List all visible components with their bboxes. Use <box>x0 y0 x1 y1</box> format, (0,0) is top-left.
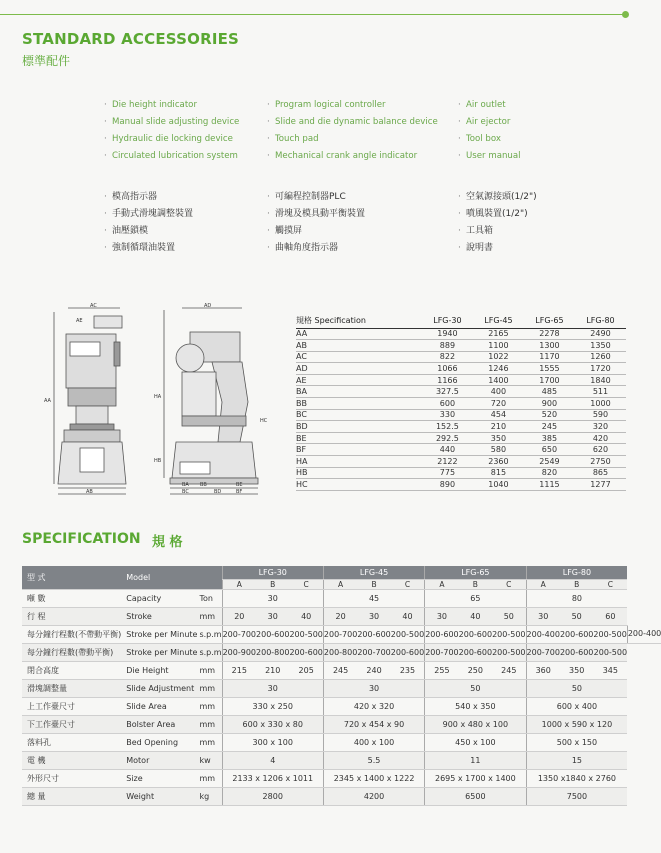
spec-label-zh: 每分鐘行程數(帶動平衡) <box>22 643 121 661</box>
table-row <box>22 679 661 697</box>
dim-label-ac: AC <box>90 303 97 309</box>
spec-label-en: Die Height <box>121 661 197 679</box>
variant-header: A <box>323 579 357 589</box>
list-item: · 滑塊及模具動平衡裝置 <box>267 209 366 219</box>
table-row <box>296 432 626 444</box>
top-rule <box>0 14 625 15</box>
spec-label-en: Stroke per Minute <box>121 643 197 661</box>
dim-label-bd: BD <box>214 489 222 495</box>
table-cell: 590 <box>575 409 626 421</box>
accessories-title: STANDARD ACCESSORIES <box>22 30 240 48</box>
table-cell: 1350 x1840 x 2760 <box>526 769 627 787</box>
column-header: LFG-80 <box>575 314 626 328</box>
spec-label-en: Slide Adjustment <box>121 679 197 697</box>
row-label: HC <box>296 479 422 491</box>
table-cell: 440 <box>422 444 473 456</box>
table-row <box>296 444 626 456</box>
table-row <box>296 363 626 375</box>
spec-label-en: Slide Area <box>121 697 197 715</box>
variant-header: A <box>425 579 459 589</box>
spec-label-zh: 上工作臺尺寸 <box>22 697 121 715</box>
table-cell: 4 <box>222 751 323 769</box>
variant-header: A <box>222 579 256 589</box>
row-label: HB <box>296 467 422 479</box>
dim-label-aa: AA <box>44 398 51 404</box>
table-cell: 200-600 <box>256 625 289 643</box>
table-cell: 900 <box>524 398 575 410</box>
table-row <box>22 733 661 751</box>
dim-label-ha: HA <box>154 394 162 400</box>
spec-label-en: Motor <box>121 751 197 769</box>
accessories-col1-en <box>104 97 239 165</box>
table-cell: 250 <box>459 661 492 679</box>
row-label: AE <box>296 374 422 386</box>
table-cell: 200-600 <box>391 643 425 661</box>
specification-title-zh: 規 格 <box>152 535 183 550</box>
table-cell: 2800 <box>222 787 323 805</box>
table-cell: 200-600 <box>560 625 593 643</box>
variant-header: B <box>560 579 593 589</box>
table-cell: 152.5 <box>422 421 473 433</box>
table-cell: 200-600 <box>459 643 492 661</box>
dim-label-ab: AB <box>86 489 93 495</box>
dim-label-bf: BF <box>236 489 243 495</box>
table-cell: 720 x 454 x 90 <box>323 715 424 733</box>
table-cell: 2360 <box>473 456 524 468</box>
list-item: · Program logical controller <box>267 100 386 110</box>
table-cell: 20 <box>323 607 357 625</box>
table-row <box>296 479 626 491</box>
table-cell: 2278 <box>524 328 575 340</box>
table-row <box>22 607 661 625</box>
dim-label-bc: BC <box>182 489 189 495</box>
dim-label-be: BE <box>236 482 243 488</box>
table-cell: 80 <box>526 589 627 607</box>
table-cell: 1170 <box>524 351 575 363</box>
table-cell: 30 <box>323 679 424 697</box>
table-cell: 1700 <box>524 374 575 386</box>
variant-header: B <box>256 579 289 589</box>
table-row <box>22 643 661 661</box>
table-cell: 540 x 350 <box>425 697 526 715</box>
table-cell: 820 <box>524 467 575 479</box>
spec-label-zh: 滑塊調整量 <box>22 679 121 697</box>
table-cell: 1022 <box>473 351 524 363</box>
variant-header: C <box>289 579 323 589</box>
table-cell: 650 <box>524 444 575 456</box>
table-cell: 400 <box>473 386 524 398</box>
spec-unit: mm <box>197 715 222 733</box>
table-cell: 200-400 <box>526 625 560 643</box>
spec-unit: mm <box>197 697 222 715</box>
row-label: HA <box>296 456 422 468</box>
list-item: · Manual slide adjusting device <box>104 117 240 127</box>
spec-unit: s.p.m <box>197 625 222 643</box>
spec-unit: mm <box>197 733 222 751</box>
table-cell: 2122 <box>422 456 473 468</box>
table-cell: 1300 <box>524 340 575 352</box>
variant-header: B <box>459 579 492 589</box>
dim-label-ae: AE <box>76 318 83 324</box>
spec-label-zh: 電 機 <box>22 751 121 769</box>
table-cell: 1555 <box>524 363 575 375</box>
table-cell: 450 x 100 <box>425 733 526 751</box>
table-cell: 5.5 <box>323 751 424 769</box>
table-row <box>22 751 661 769</box>
table-cell: 385 <box>524 432 575 444</box>
table-cell: 1115 <box>524 479 575 491</box>
table-cell: 15 <box>526 751 627 769</box>
variant-header: A <box>526 579 560 589</box>
spec-header-row <box>22 566 661 579</box>
table-cell: 580 <box>473 444 524 456</box>
table-cell: 30 <box>425 607 459 625</box>
spec-label-zh: 落料孔 <box>22 733 121 751</box>
accessories-col3-en <box>458 97 521 165</box>
list-item: · 工具箱 <box>458 226 494 236</box>
model-header: LFG-80 <box>526 566 627 579</box>
model-header-en: Model <box>121 566 222 589</box>
table-cell: 200-500 <box>492 625 526 643</box>
table-row <box>22 715 661 733</box>
table-cell: 200-500 <box>391 625 425 643</box>
table-cell: 200-700 <box>222 625 256 643</box>
spec-label-en: Stroke per Minute <box>121 625 197 643</box>
table-cell: 420 x 320 <box>323 697 424 715</box>
table-cell: 1000 <box>575 398 626 410</box>
row-label: BF <box>296 444 422 456</box>
table-cell: 2133 x 1206 x 1011 <box>222 769 323 787</box>
table-cell: 200-500 <box>593 625 627 643</box>
table-cell: 245 <box>492 661 526 679</box>
accessories-title-zh: 標準配件 <box>22 54 71 68</box>
table-row <box>296 386 626 398</box>
table-cell: 50 <box>492 607 526 625</box>
table-cell: 500 x 150 <box>526 733 627 751</box>
table-row <box>22 787 661 805</box>
table-cell: 200-700 <box>526 643 560 661</box>
specification-title: SPECIFICATION <box>22 531 141 547</box>
table-cell: 200-500 <box>289 625 323 643</box>
list-item: · 說明書 <box>458 243 494 253</box>
row-label: AC <box>296 351 422 363</box>
table-cell: 200-800 <box>256 643 289 661</box>
spec-label-en: Bolster Area <box>121 715 197 733</box>
table-cell: 6500 <box>425 787 526 805</box>
spec-label-en: Stroke <box>121 607 197 625</box>
model-header: LFG-65 <box>425 566 526 579</box>
table-row <box>22 769 661 787</box>
table-cell: 245 <box>524 421 575 433</box>
table-cell: 889 <box>422 340 473 352</box>
table-cell: 200-600 <box>425 625 459 643</box>
table-row <box>296 409 626 421</box>
table-cell: 775 <box>422 467 473 479</box>
model-header: LFG-30 <box>222 566 323 579</box>
row-label: AB <box>296 340 422 352</box>
table-cell: 200-600 <box>357 625 390 643</box>
variant-header: C <box>593 579 627 589</box>
list-item: · Hydraulic die locking device <box>104 134 233 144</box>
table-cell: 1940 <box>422 328 473 340</box>
spec-label-zh: 下工作臺尺寸 <box>22 715 121 733</box>
accessories-col1-zh <box>104 189 193 257</box>
list-item: · 油壓鎖模 <box>104 226 149 236</box>
table-cell: 65 <box>425 589 526 607</box>
column-header: LFG-45 <box>473 314 524 328</box>
table-cell: 1720 <box>575 363 626 375</box>
table-cell: 40 <box>459 607 492 625</box>
list-item: · Circulated lubrication system <box>104 151 238 161</box>
specification-table <box>22 566 661 806</box>
table-cell: 30 <box>222 589 323 607</box>
table-row <box>296 398 626 410</box>
table-cell: 345 <box>593 661 627 679</box>
table-row <box>22 661 661 679</box>
model-header-zh: 型 式 <box>22 566 121 589</box>
spec-label-zh: 行 程 <box>22 607 121 625</box>
press-side-view-drawing <box>152 302 270 500</box>
table-cell: 2165 <box>473 328 524 340</box>
table-cell: 600 x 400 <box>526 697 627 715</box>
table-cell: 2695 x 1700 x 1400 <box>425 769 526 787</box>
list-item: · 觸摸屏 <box>267 226 303 236</box>
table-cell: 600 <box>422 398 473 410</box>
spec-unit: kg <box>197 787 222 805</box>
column-header: LFG-30 <box>422 314 473 328</box>
table-cell: 865 <box>575 467 626 479</box>
accessories-col2-zh <box>267 189 365 257</box>
table-cell: 890 <box>422 479 473 491</box>
table-cell: 360 <box>526 661 560 679</box>
dim-label-bb: BB <box>200 482 207 488</box>
model-header: LFG-45 <box>323 566 424 579</box>
list-item: · Mechanical crank angle indicator <box>267 151 418 161</box>
table-row <box>296 421 626 433</box>
row-label: AA <box>296 328 422 340</box>
table-cell: 511 <box>575 386 626 398</box>
table-cell: 822 <box>422 351 473 363</box>
accessories-col2-en <box>267 97 438 165</box>
row-label: BC <box>296 409 422 421</box>
dim-label-ba: BA <box>182 482 189 488</box>
spec-unit: mm <box>197 769 222 787</box>
table-cell: 200-400 <box>627 625 661 643</box>
table-cell: 300 x 100 <box>222 733 323 751</box>
table-cell: 200-900 <box>222 643 256 661</box>
list-item: · Slide and die dynamic balance device <box>267 117 438 127</box>
table-cell: 60 <box>593 607 627 625</box>
table-cell: 30 <box>357 607 390 625</box>
table-cell: 245 <box>323 661 357 679</box>
table-cell: 50 <box>526 679 627 697</box>
list-item: · 可編程控制器PLC <box>267 192 346 202</box>
list-item: · 空氣源接頭(1/2") <box>458 192 537 202</box>
table-cell: 1000 x 590 x 120 <box>526 715 627 733</box>
table-cell: 485 <box>524 386 575 398</box>
table-cell: 327.5 <box>422 386 473 398</box>
spec-label-en: Bed Opening <box>121 733 197 751</box>
list-item: · Air outlet <box>458 100 506 110</box>
table-cell: 454 <box>473 409 524 421</box>
table-cell: 620 <box>575 444 626 456</box>
table-cell: 1350 <box>575 340 626 352</box>
table-cell: 200-500 <box>492 643 526 661</box>
table-cell: 200-500 <box>593 643 627 661</box>
table-cell: 1100 <box>473 340 524 352</box>
table-cell: 40 <box>391 607 425 625</box>
list-item: · 噴風裝置(1/2") <box>458 209 528 219</box>
table-cell: 40 <box>289 607 323 625</box>
table-cell: 4200 <box>323 787 424 805</box>
top-rule-dot <box>622 11 629 18</box>
table-cell: 30 <box>222 679 323 697</box>
table-header-row <box>296 314 626 328</box>
table-cell: 1400 <box>473 374 524 386</box>
table-cell: 255 <box>425 661 459 679</box>
table-cell: 200-700 <box>425 643 459 661</box>
table-cell: 320 <box>575 421 626 433</box>
table-cell: 520 <box>524 409 575 421</box>
table-row <box>296 374 626 386</box>
spec-label-en: Capacity <box>121 589 197 607</box>
table-cell: 50 <box>425 679 526 697</box>
table-cell: 205 <box>289 661 323 679</box>
table-cell: 292.5 <box>422 432 473 444</box>
spec-label-en: Size <box>121 769 197 787</box>
table-cell: 200-700 <box>357 643 390 661</box>
table-cell: 30 <box>256 607 289 625</box>
table-cell: 420 <box>575 432 626 444</box>
table-cell: 1260 <box>575 351 626 363</box>
table-cell: 240 <box>357 661 390 679</box>
spec-label-en: Weight <box>121 787 197 805</box>
table-cell: 600 x 330 x 80 <box>222 715 323 733</box>
table-cell: 200-600 <box>289 643 323 661</box>
table-cell: 900 x 480 x 100 <box>425 715 526 733</box>
spec-unit: mm <box>197 661 222 679</box>
press-front-view-drawing <box>40 302 138 500</box>
table-cell: 1066 <box>422 363 473 375</box>
table-cell: 330 <box>422 409 473 421</box>
table-cell: 1277 <box>575 479 626 491</box>
dim-label-hc: HC <box>260 418 268 424</box>
list-item: · User manual <box>458 151 521 161</box>
row-label: AD <box>296 363 422 375</box>
table-cell: 7500 <box>526 787 627 805</box>
table-cell: 2549 <box>524 456 575 468</box>
list-item: · Die height indicator <box>104 100 197 110</box>
table-cell: 350 <box>560 661 593 679</box>
spec-label-zh: 外形尺寸 <box>22 769 121 787</box>
table-cell: 200-600 <box>459 625 492 643</box>
list-item: · Touch pad <box>267 134 319 144</box>
list-item: · 模高指示器 <box>104 192 158 202</box>
table-row <box>22 589 661 607</box>
table-row <box>296 340 626 352</box>
table-cell: 30 <box>526 607 560 625</box>
table-cell: 2345 x 1400 x 1222 <box>323 769 424 787</box>
table-cell: 1166 <box>422 374 473 386</box>
table-cell: 350 <box>473 432 524 444</box>
table-row <box>296 467 626 479</box>
table-cell: 200-700 <box>323 625 357 643</box>
table-cell: 815 <box>473 467 524 479</box>
accessories-col3-zh <box>458 189 537 257</box>
table-row <box>22 697 661 715</box>
row-label: BB <box>296 398 422 410</box>
spec-label-zh: 總 量 <box>22 787 121 805</box>
row-label: BE <box>296 432 422 444</box>
spec-label-zh: 閉合高度 <box>22 661 121 679</box>
table-cell: 215 <box>222 661 256 679</box>
table-cell: 210 <box>473 421 524 433</box>
table-cell: 720 <box>473 398 524 410</box>
table-cell: 11 <box>425 751 526 769</box>
list-item: · 強制循環油裝置 <box>104 243 176 253</box>
table-row <box>296 328 626 340</box>
list-item: · Tool box <box>458 134 501 144</box>
table-cell: 50 <box>560 607 593 625</box>
row-label: BD <box>296 421 422 433</box>
dim-label-hb: HB <box>154 458 162 464</box>
variant-header: C <box>492 579 526 589</box>
spec-unit: mm <box>197 607 222 625</box>
spec-label-zh: 噸 數 <box>22 589 121 607</box>
row-label: BA <box>296 386 422 398</box>
column-header: LFG-65 <box>524 314 575 328</box>
table-cell: 330 x 250 <box>222 697 323 715</box>
table-cell: 1840 <box>575 374 626 386</box>
table-row <box>22 625 661 643</box>
variant-header: C <box>391 579 425 589</box>
variant-header: B <box>357 579 390 589</box>
column-header: 規格 Specification <box>296 314 422 328</box>
spec-label-zh: 每分鐘行程數(不帶動平衡) <box>22 625 121 643</box>
table-cell: 400 x 100 <box>323 733 424 751</box>
table-cell: 2490 <box>575 328 626 340</box>
table-cell: 200-800 <box>323 643 357 661</box>
list-item: · 曲軸角度指示器 <box>267 243 339 253</box>
spec-unit: Ton <box>197 589 222 607</box>
table-cell: 200-600 <box>560 643 593 661</box>
dim-label-ad: AD <box>204 303 212 309</box>
spec-unit: mm <box>197 679 222 697</box>
table-cell: 1246 <box>473 363 524 375</box>
table-cell: 2750 <box>575 456 626 468</box>
table-row <box>296 351 626 363</box>
spec-unit: kw <box>197 751 222 769</box>
table-cell: 235 <box>391 661 425 679</box>
list-item: · 手動式滑塊調整裝置 <box>104 209 194 219</box>
table-cell: 1040 <box>473 479 524 491</box>
table-row <box>296 456 626 468</box>
table-cell: 45 <box>323 589 424 607</box>
table-cell: 20 <box>222 607 256 625</box>
spec-unit: s.p.m <box>197 643 222 661</box>
dimensions-table <box>296 314 626 491</box>
table-cell: 210 <box>256 661 289 679</box>
list-item: · Air ejector <box>458 117 511 127</box>
